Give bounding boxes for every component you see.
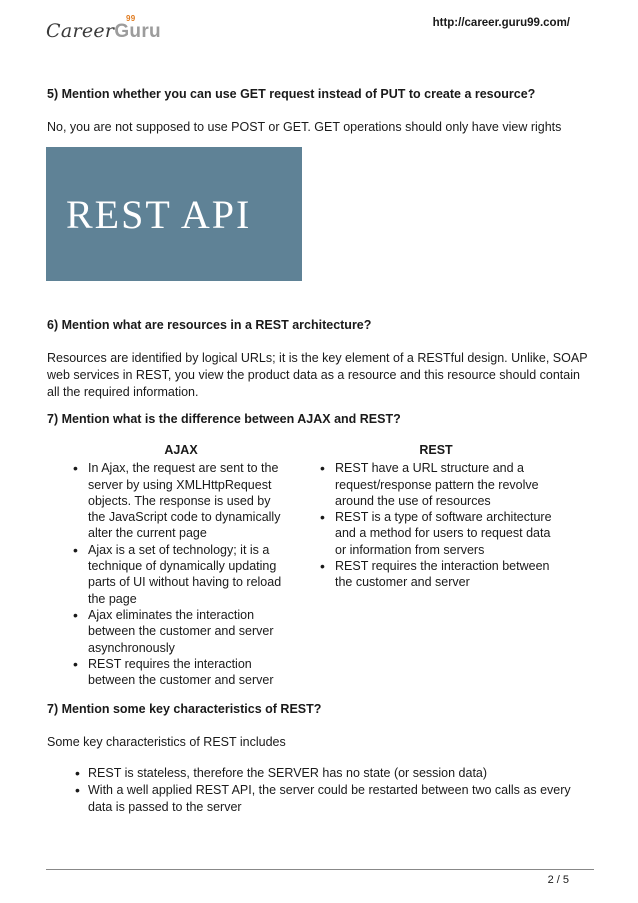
characteristics-list xyxy=(75,765,595,816)
characteristics-intro: Some key characteristics of REST includes xyxy=(47,735,286,749)
list-item: • With a well applied REST API, the server could be restarted between two calls as every data is passed to the server xyxy=(75,782,595,816)
answer-5: No, you are not supposed to use POST or GET. GET operations should only have view rights xyxy=(47,120,562,134)
logo-superscript: 99 xyxy=(126,14,136,23)
list-item: • REST is stateless, therefore the SERVER has no state (or session data) xyxy=(75,765,595,782)
careerguru-logo xyxy=(46,14,161,43)
list-item: • Ajax eliminates the interaction between the customer and server asynchronously xyxy=(71,607,291,656)
ajax-column xyxy=(71,442,291,688)
page-number: 2 / 5 xyxy=(547,874,569,886)
logo-guru-text: Guru xyxy=(114,21,161,42)
question-7-difference: 7) Mention what is the difference between AJAX and REST? xyxy=(47,412,401,426)
answer-6: Resources are identified by logical URLs; it is the key element of a RESTful design. Unlike, SOAP web services in REST, you view the product data as a resource and this resource should contain all the required information. xyxy=(47,351,588,399)
question-6: 6) Mention what are resources in a REST architecture? xyxy=(47,318,372,332)
list-item: • In Ajax, the request are sent to the server by using XMLHttpRequest objects. The response is used by the JavaScript code to dynamically alter the current page xyxy=(71,460,291,541)
footer-divider xyxy=(46,869,594,870)
list-item: • REST requires the interaction between the customer and server xyxy=(318,558,554,591)
list-item: • REST have a URL structure and a request/response pattern the revolve around the use of resources xyxy=(318,460,554,509)
ajax-list xyxy=(71,460,291,688)
rest-list xyxy=(318,460,554,590)
rest-heading: REST xyxy=(419,443,453,457)
banner-text: REST API xyxy=(66,191,252,237)
rest-column xyxy=(318,442,554,591)
logo-career-text: Career xyxy=(46,20,115,42)
list-item: • REST requires the interaction between the customer and server xyxy=(71,656,291,689)
rest-api-banner-image xyxy=(46,147,302,281)
list-item: • REST is a type of software architecture and a method for users to request data or information from servers xyxy=(318,509,554,558)
question-5: 5) Mention whether you can use GET request instead of PUT to create a resource? xyxy=(47,87,536,101)
list-item: • Ajax is a set of technology; it is a technique of dynamically updating parts of UI without having to reload the page xyxy=(71,542,291,607)
question-7-characteristics: 7) Mention some key characteristics of REST? xyxy=(47,702,322,716)
ajax-heading: AJAX xyxy=(164,443,198,457)
site-url[interactable]: http://career.guru99.com/ xyxy=(432,17,570,29)
